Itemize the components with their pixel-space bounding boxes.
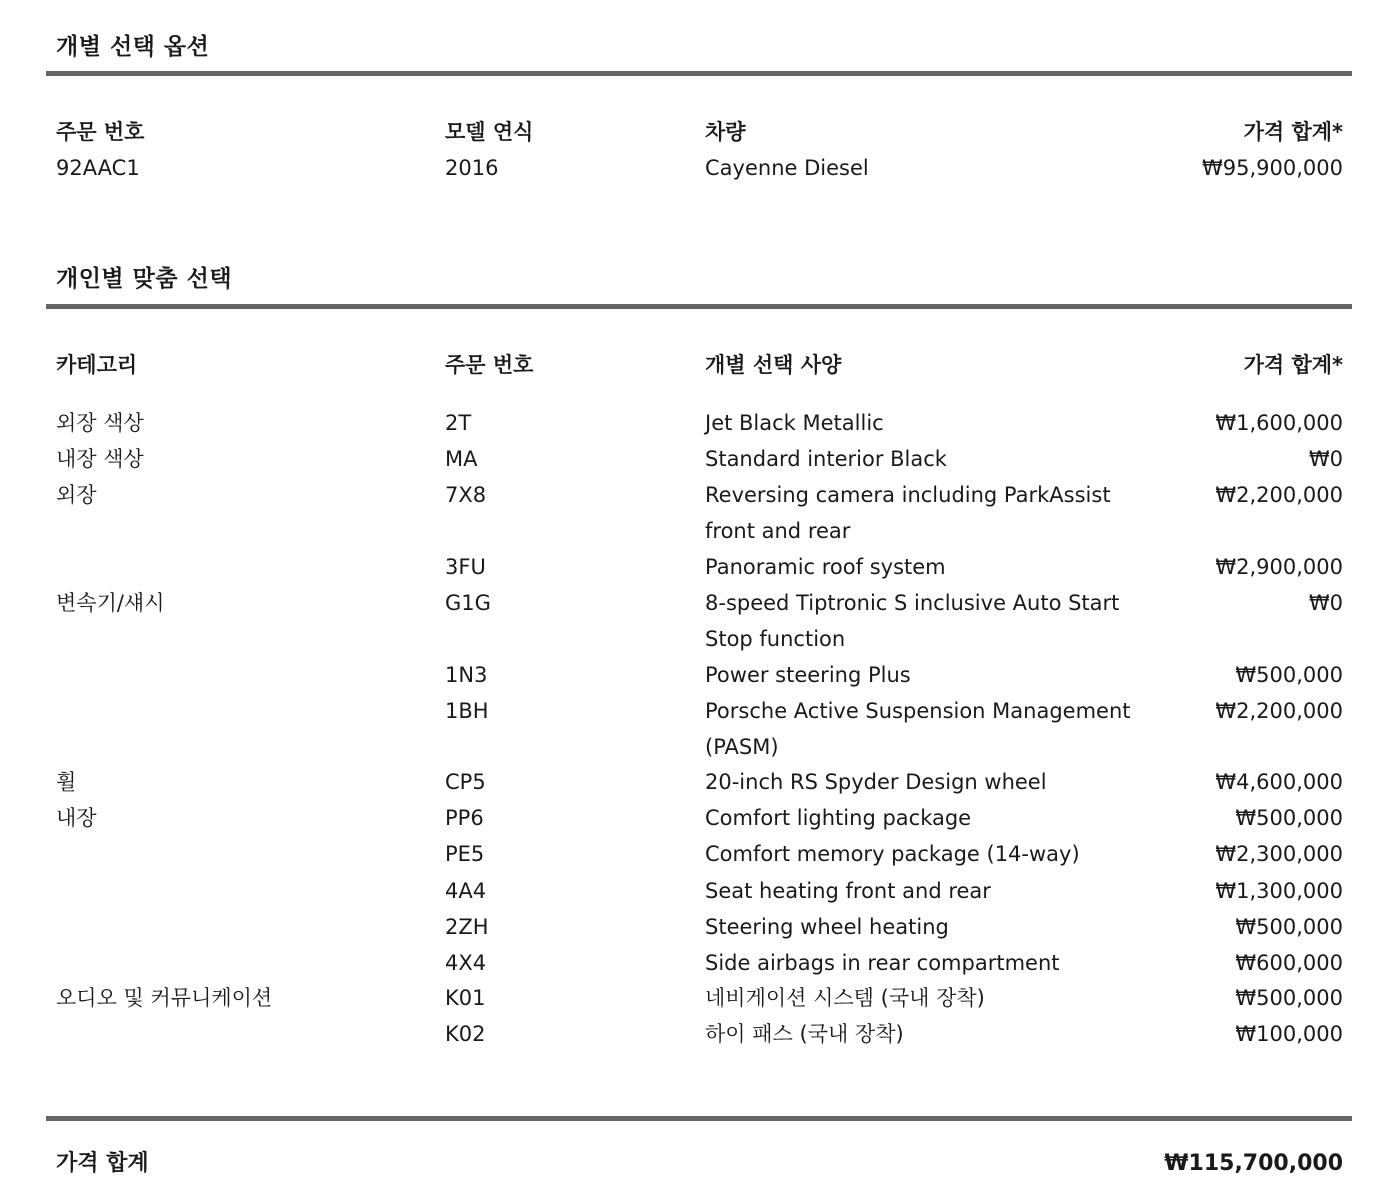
row-price: ₩500,000 xyxy=(1235,663,1343,687)
table-row xyxy=(56,477,1343,549)
row-option: Comfort memory package (14-way) xyxy=(705,842,1080,866)
table-row xyxy=(56,693,1343,765)
row-option: Power steering Plus xyxy=(705,663,911,687)
row-category: 휠 xyxy=(56,770,77,794)
table-row xyxy=(56,800,1343,836)
row-price: ₩2,200,000 xyxy=(1215,483,1343,507)
row-code: 4X4 xyxy=(445,951,487,975)
vehicle-row xyxy=(56,150,1343,186)
row-code: G1G xyxy=(445,591,491,615)
row-option: Porsche Active Suspension Management (PASM) xyxy=(705,699,1131,759)
header-vehicle: 차량 xyxy=(705,120,746,144)
row-option: 네비게이션 시스템 (국내 장착) xyxy=(705,986,985,1010)
row-code: 4A4 xyxy=(445,879,487,903)
row-price: ₩1,300,000 xyxy=(1215,879,1343,903)
table-row xyxy=(56,764,1343,800)
header-option: 개별 선택 사양 xyxy=(705,353,842,377)
vehicle-model-year: 2016 xyxy=(445,156,499,180)
row-price: ₩0 xyxy=(1308,447,1343,471)
row-price: ₩2,200,000 xyxy=(1215,699,1343,723)
row-price: ₩500,000 xyxy=(1235,986,1343,1010)
row-option: Jet Black Metallic xyxy=(705,411,884,435)
row-price: ₩100,000 xyxy=(1235,1022,1343,1046)
row-option: 하이 패스 (국내 장착) xyxy=(705,1022,904,1046)
row-category: 외장 색상 xyxy=(56,411,144,435)
header-total-price: 가격 합계* xyxy=(1243,120,1343,144)
row-category: 오디오 및 커뮤니케이션 xyxy=(56,986,273,1010)
table-row xyxy=(56,657,1343,693)
table-row xyxy=(56,441,1343,477)
table-row xyxy=(56,909,1343,945)
table-row xyxy=(56,836,1343,872)
header-model-year: 모델 연식 xyxy=(445,120,534,144)
row-code: K02 xyxy=(445,1022,486,1046)
row-code: PP6 xyxy=(445,806,484,830)
row-price: ₩4,600,000 xyxy=(1215,770,1343,794)
order-summary-page xyxy=(46,0,1352,1200)
row-option: Seat heating front and rear xyxy=(705,879,991,903)
row-option: 20-inch RS Spyder Design wheel xyxy=(705,770,1047,794)
row-code: CP5 xyxy=(445,770,486,794)
grand-total-row xyxy=(56,1146,1343,1182)
row-option: Panoramic roof system xyxy=(705,555,946,579)
row-category: 내장 색상 xyxy=(56,447,144,471)
row-category: 내장 xyxy=(56,806,97,830)
row-price: ₩2,300,000 xyxy=(1215,842,1343,866)
row-category: 외장 xyxy=(56,483,97,507)
row-code: MA xyxy=(445,447,478,471)
row-code: PE5 xyxy=(445,842,485,866)
row-option: 8-speed Tiptronic S inclusive Auto Start Stop function xyxy=(705,591,1120,651)
row-code: 1BH xyxy=(445,699,489,723)
options-header-row xyxy=(56,347,1343,383)
header-order-number: 주문 번호 xyxy=(56,120,145,144)
table-row xyxy=(56,980,1343,1016)
total-divider xyxy=(46,1116,1352,1121)
table-row xyxy=(56,873,1343,909)
row-price: ₩2,900,000 xyxy=(1215,555,1343,579)
row-option: Side airbags in rear compartment xyxy=(705,951,1060,975)
vehicle-name: Cayenne Diesel xyxy=(705,156,869,180)
row-price: ₩500,000 xyxy=(1235,915,1343,939)
row-code: 2T xyxy=(445,411,472,435)
row-option: Reversing camera including ParkAssist front and rear xyxy=(705,483,1111,543)
vehicle-price: ₩95,900,000 xyxy=(1201,156,1343,180)
vehicle-header-row xyxy=(56,114,1343,150)
row-code: 2ZH xyxy=(445,915,489,939)
table-row xyxy=(56,945,1343,981)
row-price: ₩1,600,000 xyxy=(1215,411,1343,435)
header-total-price: 가격 합계* xyxy=(1243,353,1343,377)
row-option: Steering wheel heating xyxy=(705,915,949,939)
section-divider xyxy=(46,304,1352,309)
table-row xyxy=(56,405,1343,441)
header-order-number: 주문 번호 xyxy=(445,353,534,377)
section-title-individual-options: 개별 선택 옵션 xyxy=(56,34,210,60)
vehicle-order-number: 92AAC1 xyxy=(56,156,140,180)
row-code: K01 xyxy=(445,986,486,1010)
row-code: 3FU xyxy=(445,555,486,579)
table-row xyxy=(56,585,1343,657)
row-price: ₩600,000 xyxy=(1235,951,1343,975)
table-row xyxy=(56,549,1343,585)
table-row xyxy=(56,1016,1343,1052)
row-option: Standard interior Black xyxy=(705,447,947,471)
row-category: 변속기/섀시 xyxy=(56,591,165,615)
row-price: ₩500,000 xyxy=(1235,806,1343,830)
section-divider xyxy=(46,71,1352,76)
row-code: 7X8 xyxy=(445,483,487,507)
grand-total-value: ₩115,700,000 xyxy=(1164,1151,1343,1176)
grand-total-label: 가격 합계 xyxy=(56,1151,149,1176)
row-code: 1N3 xyxy=(445,663,488,687)
header-category: 카테고리 xyxy=(56,353,138,377)
row-price: ₩0 xyxy=(1308,591,1343,615)
row-option: Comfort lighting package xyxy=(705,806,972,830)
section-title-personal-selection: 개인별 맞춤 선택 xyxy=(56,266,233,292)
